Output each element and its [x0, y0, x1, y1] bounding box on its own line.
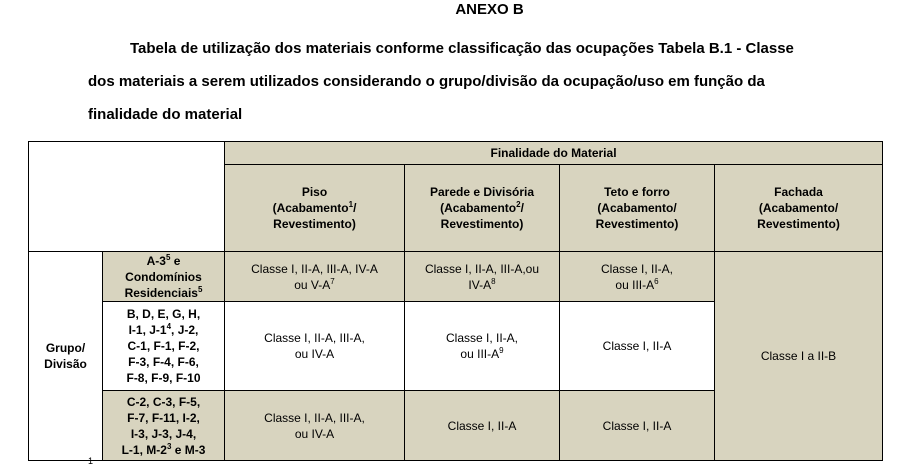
intro-line-1: Tabela de utilização dos materiais conforme classificação das ocupações Tabela B.1 - Classe [130, 40, 794, 57]
piso-cell-row2: Classe I, II-A, III-A, ou IV-A [225, 302, 405, 391]
col-header-fachada: Fachada (Acabamento/ Revestimento) [715, 165, 883, 252]
piso-cell-row3: Classe I, II-A, III-A, ou IV-A [225, 391, 405, 461]
annex-title: ANEXO B [455, 1, 524, 18]
teto-cell-row2: Classe I, II-A [560, 302, 715, 391]
fachada-cell: Classe I a II-B [715, 252, 883, 461]
group-label: Grupo/ Divisão [29, 252, 103, 461]
materials-table [28, 141, 883, 461]
finalidade-header: Finalidade do Material [225, 142, 883, 165]
intro-line-3: finalidade do material [88, 106, 243, 123]
table-intro [88, 32, 858, 131]
col-header-parede: Parede e Divisória (Acabamento$^2$/ Revestimento) [405, 165, 560, 252]
teto-cell-row1: Classe I, II-A, ou III-$A^6$ [560, 252, 715, 302]
document-heading [0, 0, 899, 140]
teto-cell-row3: Classe I, II-A [560, 391, 715, 461]
division-cell-row1: $A-3^5$ e Condomínios Residenciais$^5$ [103, 252, 225, 302]
intro-line-2: dos materiais a serem utilizados considerando o grupo/divisão da ocupação/uso em função da [88, 73, 765, 90]
footnote-mark: 1 [88, 456, 94, 466]
division-cell-row3: C-2, C-3, F-5, F-7, F-11, I-2, I-3, J-3, J-4, L-1, $M-2^3$ e M-3 [103, 391, 225, 461]
col-header-teto: Teto e forro (Acabamento/ Revestimento) [560, 165, 715, 252]
parede-cell-row2: Classe I, II-A, ou III-$A^9$ [405, 302, 560, 391]
piso-cell-row1: Classe I, II-A, III-A, IV-A ou $V-A^7$ [225, 252, 405, 302]
division-cell-row2: B, D, E, G, H, I-1, $J-1^4$, J-2, C-1, F-1, F-2, F-3, F-4, F-6, F-8, F-9, F-10 [103, 302, 225, 391]
col-header-piso: Piso (Acabamento$^1$/ Revestimento) [225, 165, 405, 252]
parede-cell-row1: Classe I, II-A, III-A,ou $IV-A^8$ [405, 252, 560, 302]
empty-corner-cell [29, 142, 225, 252]
parede-cell-row3: Classe I, II-A [405, 391, 560, 461]
